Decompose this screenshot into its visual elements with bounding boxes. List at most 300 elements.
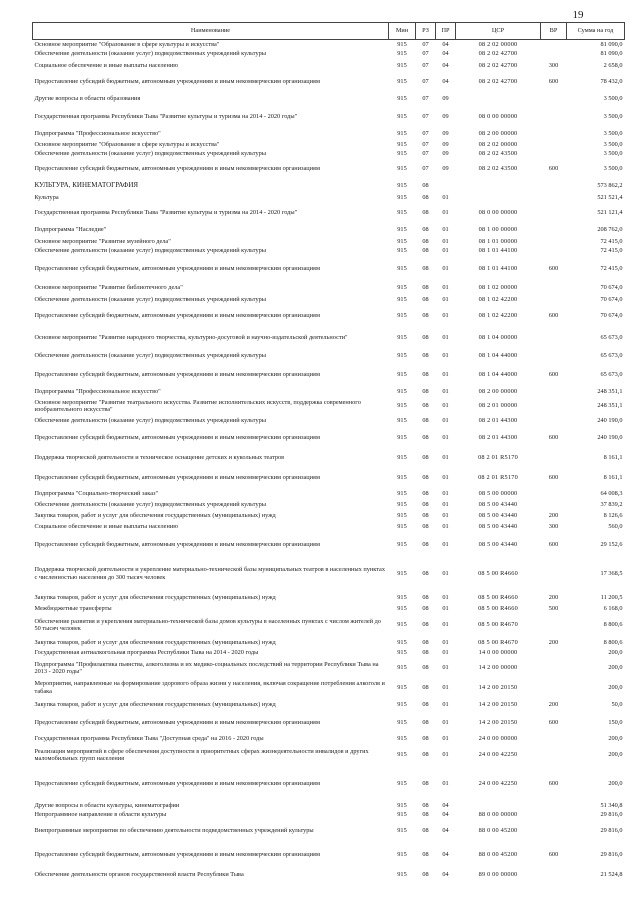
cell-name: Обеспечение деятельности (оказание услуг) подведомственных учреждений культуры (34, 150, 266, 158)
cell-pr: 09 (442, 141, 449, 149)
cell-rz: 08 (422, 700, 429, 708)
cell-sum: 573 862,2 (597, 181, 623, 189)
cell-csr: 08 2 00 00000 (478, 129, 518, 137)
table-row (33, 745, 625, 766)
cell-rz: 08 (422, 850, 429, 858)
cell-vr: 600 (548, 540, 559, 548)
cell-name: Обеспечение развития и укрепления материально-технической базы домов культуры в населенных пунктах с числом жителей до 50 тысяч человек (34, 617, 381, 632)
cell-pr: 09 (442, 150, 449, 158)
cell-name: Межбюджетные трансферты (34, 605, 112, 613)
table-row (33, 733, 625, 745)
cell-pr: 01 (442, 370, 449, 378)
cell-vr (541, 127, 567, 141)
cell-rz: 08 (422, 453, 429, 461)
budget-table (32, 22, 625, 882)
cell-rz: 08 (422, 402, 429, 410)
cell-name: Обеспечение деятельности (оказание услуг) подведомственных учреждений культуры (34, 351, 266, 359)
cell-name: Основное мероприятие "Развитие музейного дела" (34, 238, 171, 246)
cell-vr: 600 (548, 264, 559, 272)
cell-csr: 08 1 02 00000 (478, 284, 518, 292)
cell-csr: 14 0 00 00000 (478, 649, 518, 657)
cell-sum: 240 190,0 (597, 433, 623, 441)
cell-name: Реализация мероприятий в сфере обеспечения доступности в приоритетных сферах жизнедеятельности инвалидов и других маломобильных групп населения (34, 747, 369, 762)
cell-rz: 07 (422, 77, 429, 85)
cell-sum: 3 500,0 (603, 141, 623, 149)
cell-sum: 200,0 (608, 751, 623, 759)
cell-name: Основное мероприятие "Образование в сфере культуры и искусства" (34, 141, 220, 149)
cell-pr: 01 (442, 569, 449, 577)
cell-vr (541, 679, 567, 697)
cell-name: Предоставление субсидий бюджетным, автономным учреждениям и иным некоммерческим организациям (34, 164, 320, 172)
cell-min: 915 (397, 311, 407, 319)
cell-name: Основное мероприятие "Развитие народного творчества, культурно-досуговой и научно-издательской деятельности" (34, 333, 348, 341)
cell-min: 915 (397, 333, 407, 341)
table-row (33, 40, 625, 49)
cell-min: 915 (397, 433, 407, 441)
cell-pr: 09 (442, 164, 449, 172)
cell-sum: 81 090,0 (600, 40, 623, 48)
table-row (33, 159, 625, 179)
cell-pr: 04 (442, 811, 449, 819)
cell-csr: 08 5 00 43440 (478, 511, 518, 519)
cell-vr: 500 (548, 605, 559, 613)
cell-sum: 8 800,6 (603, 638, 623, 646)
cell-name: Другие вопросы в области культуры, кинематографии (34, 802, 180, 810)
cell-min: 915 (397, 826, 407, 834)
cell-vr (541, 802, 567, 811)
cell-rz: 08 (422, 621, 429, 629)
cell-pr: 01 (442, 295, 449, 303)
cell-csr (456, 802, 541, 811)
cell-pr: 01 (442, 638, 449, 646)
cell-min: 915 (397, 295, 407, 303)
cell-sum: 248 351,1 (597, 388, 623, 396)
cell-sum: 240 190,0 (597, 416, 623, 424)
cell-csr: 08 5 00 R4660 (478, 569, 518, 577)
cell-vr: 600 (548, 473, 559, 481)
cell-sum: 65 673,0 (600, 333, 623, 341)
cell-sum: 29 152,6 (600, 540, 623, 548)
cell-vr (541, 745, 567, 766)
cell-name: Мероприятия, направленные на формирование здорового образа жизни у населения, включая сокращение потребления алкоголя и табака (34, 680, 385, 695)
cell-vr (541, 282, 567, 295)
cell-min: 915 (397, 850, 407, 858)
cell-csr: 24 0 00 00000 (478, 734, 518, 742)
cell-rz: 08 (422, 370, 429, 378)
cell-csr: 08 2 02 42700 (478, 61, 518, 69)
cell-vr (541, 222, 567, 238)
cell-rz: 08 (422, 433, 429, 441)
cell-sum: 65 673,0 (600, 370, 623, 378)
cell-pr: 01 (442, 649, 449, 657)
cell-name: Культура (34, 194, 59, 202)
cell-min: 915 (397, 802, 407, 810)
cell-csr: 08 2 02 00000 (478, 141, 518, 149)
table-row (33, 60, 625, 72)
cell-vr: 600 (548, 779, 559, 787)
section-row (33, 179, 625, 193)
cell-csr: 08 2 01 00000 (478, 402, 518, 410)
table-row (33, 467, 625, 489)
table-row (33, 92, 625, 107)
table-row (33, 842, 625, 868)
cell-csr: 08 0 00 00000 (478, 112, 518, 120)
cell-rz: 08 (422, 388, 429, 396)
cell-pr: 01 (442, 621, 449, 629)
cell-rz: 08 (422, 311, 429, 319)
cell-csr: 08 1 00 00000 (478, 225, 518, 233)
cell-name: Предоставление субсидий бюджетным, автономным учреждениям и иным некоммерческим организациям (34, 473, 320, 481)
cell-pr: 01 (442, 511, 449, 519)
cell-sum: 2 658,0 (603, 61, 623, 69)
cell-pr: 01 (442, 416, 449, 424)
cell-name: Основное мероприятие "Развитие библиотечного дела" (34, 284, 183, 292)
cell-pr: 01 (442, 351, 449, 359)
cell-name: Государственная программа Республики Тыва "Развитие культуры и туризма на 2014 - 2020 годы" (34, 112, 298, 120)
cell-min: 915 (397, 77, 407, 85)
column-header-pr: ПР (436, 23, 456, 40)
cell-pr: 01 (442, 238, 449, 246)
cell-pr: 01 (442, 540, 449, 548)
cell-rz: 07 (422, 164, 429, 172)
cell-name: Предоставление субсидий бюджетным, автономным учреждениям и иным некоммерческим организациям (34, 311, 320, 319)
cell-min: 915 (397, 225, 407, 233)
cell-vr (541, 247, 567, 256)
cell-min: 915 (397, 638, 407, 646)
cell-pr: 01 (442, 473, 449, 481)
cell-min: 915 (397, 649, 407, 657)
table-row (33, 222, 625, 238)
cell-pr (436, 179, 456, 193)
cell-min: 915 (397, 150, 407, 158)
table-row (33, 204, 625, 222)
cell-csr: 08 1 04 44000 (478, 370, 518, 378)
cell-min: 915 (397, 284, 407, 292)
cell-sum: 17 368,5 (600, 569, 623, 577)
cell-name: Государственная программа Республики Тыва "Развитие культуры и туризма на 2014 - 2020 годы" (34, 208, 298, 216)
page-number: 19 (572, 9, 584, 21)
cell-name: Основное мероприятие "Развитие театрального искусства. Развитие исполнительских искусств, поддержка современного изобразительного искусства" (34, 398, 361, 413)
cell-rz: 08 (422, 569, 429, 577)
cell-pr: 01 (442, 194, 449, 202)
cell-min: 915 (397, 164, 407, 172)
cell-name: Обеспечение деятельности (оказание услуг) подведомственных учреждений культуры (34, 247, 266, 255)
cell-pr: 01 (442, 718, 449, 726)
cell-min: 915 (397, 490, 407, 498)
cell-csr: 08 1 01 44100 (478, 264, 518, 272)
cell-pr: 01 (442, 453, 449, 461)
table-row (33, 256, 625, 282)
cell-pr: 04 (442, 61, 449, 69)
cell-name: Предоставление субсидий бюджетным, автономным учреждениям и иным некоммерческим организациям (34, 540, 320, 548)
cell-rz: 08 (422, 649, 429, 657)
cell-csr: 88 0 00 45200 (478, 826, 518, 834)
cell-rz: 08 (422, 811, 429, 819)
column-header-vr: ВР (541, 23, 567, 40)
cell-name: Закупка товаров, работ и услуг для обеспечения государственных (муниципальных) нужд (34, 700, 276, 708)
table-row (33, 533, 625, 557)
cell-csr: 08 5 00 43440 (478, 523, 518, 531)
cell-min: 915 (397, 402, 407, 410)
cell-sum: 50,0 (611, 700, 623, 708)
cell-min: 915 (397, 751, 407, 759)
cell-rz: 08 (422, 540, 429, 548)
cell-rz: 08 (422, 351, 429, 359)
cell-sum: 72 415,0 (600, 238, 623, 246)
table-row (33, 150, 625, 159)
cell-rz: 08 (422, 264, 429, 272)
table-row (33, 193, 625, 204)
cell-pr: 04 (442, 40, 449, 48)
table-body (33, 40, 625, 882)
cell-name: Предоставление субсидий бюджетным, автономным учреждениям и иным некоммерческим организациям (34, 850, 320, 858)
cell-min: 915 (397, 621, 407, 629)
cell-csr: 08 2 01 44300 (478, 416, 518, 424)
cell-sum: 200,0 (608, 649, 623, 657)
cell-min: 915 (397, 683, 407, 691)
cell-name: Предоставление субсидий бюджетным, автономным учреждениям и иным некоммерческим организациям (34, 77, 320, 85)
cell-sum: 208 762,0 (597, 225, 623, 233)
table-row (33, 305, 625, 327)
cell-name: Обеспечение деятельности (оказание услуг) подведомственных учреждений культуры (34, 416, 266, 424)
cell-csr (456, 92, 541, 107)
table-row (33, 614, 625, 637)
cell-sum: 200,0 (608, 664, 623, 672)
cell-min: 915 (397, 351, 407, 359)
cell-csr (456, 193, 541, 204)
cell-csr: 88 0 00 00000 (478, 811, 518, 819)
cell-rz: 08 (422, 284, 429, 292)
cell-name: Предоставление субсидий бюджетным, автономным учреждениям и иным некоммерческим организациям (34, 370, 320, 378)
cell-vr (541, 327, 567, 349)
table-row (33, 327, 625, 349)
cell-csr: 08 1 01 00000 (478, 238, 518, 246)
cell-vr (541, 295, 567, 305)
cell-csr: 08 5 00 43440 (478, 500, 518, 508)
cell-pr: 01 (442, 208, 449, 216)
table-row (33, 802, 625, 811)
cell-pr: 04 (442, 77, 449, 85)
cell-csr: 08 1 04 00000 (478, 333, 518, 341)
table-row (33, 820, 625, 842)
cell-sum: 150,0 (608, 718, 623, 726)
cell-csr: 08 2 01 R5170 (478, 473, 518, 481)
cell-vr (541, 658, 567, 679)
cell-pr: 01 (442, 284, 449, 292)
cell-vr (541, 449, 567, 467)
cell-vr (541, 733, 567, 745)
cell-vr: 200 (548, 593, 559, 601)
cell-min: 915 (397, 264, 407, 272)
cell-rz: 08 (422, 605, 429, 613)
cell-min: 915 (397, 779, 407, 787)
cell-min: 915 (397, 453, 407, 461)
cell-vr: 300 (548, 61, 559, 69)
cell-vr (541, 238, 567, 247)
cell-rz: 07 (422, 112, 429, 120)
cell-pr: 09 (442, 112, 449, 120)
cell-vr: 600 (548, 311, 559, 319)
cell-sum: 3 500,0 (603, 129, 623, 137)
cell-rz: 08 (422, 500, 429, 508)
cell-csr: 24 0 00 42250 (478, 779, 518, 787)
cell-rz: 08 (422, 238, 429, 246)
cell-min: 915 (397, 194, 407, 202)
cell-pr: 01 (442, 264, 449, 272)
cell-rz: 08 (422, 416, 429, 424)
column-header-min: Мин (389, 23, 416, 40)
cell-name: Государственная программа Республики Тыва "Доступная среда" на 2016 - 2020 годы (34, 734, 264, 742)
cell-pr: 01 (442, 500, 449, 508)
cell-rz: 08 (422, 802, 429, 810)
cell-pr: 01 (442, 605, 449, 613)
cell-vr (541, 349, 567, 363)
cell-name: Обеспечение деятельности (оказание услуг) подведомственных учреждений культуры (34, 295, 266, 303)
cell-pr: 01 (442, 247, 449, 255)
cell-min: 915 (397, 112, 407, 120)
cell-csr: 14 2 00 20150 (478, 683, 518, 691)
cell-sum: 21 524,8 (600, 870, 623, 878)
table-row (33, 127, 625, 141)
cell-pr: 01 (442, 593, 449, 601)
cell-sum: 8 161,1 (603, 473, 623, 481)
cell-pr: 09 (442, 129, 449, 137)
table-row (33, 72, 625, 92)
cell-vr (541, 557, 567, 591)
cell-name: КУЛЬТУРА, КИНЕМАТОГРАФИЯ (34, 180, 139, 189)
cell-csr: 08 2 00 00000 (478, 388, 518, 396)
cell-vr: 200 (548, 700, 559, 708)
cell-sum: 521 521,4 (597, 194, 623, 202)
cell-name: Государственная антиалкогольная программа Республики Тыва на 2014 - 2020 годы (34, 649, 259, 657)
cell-name: Внепрограммные мероприятия по обеспечению деятельности подведомственных учреждений культуры (34, 826, 314, 834)
cell-rz: 08 (422, 523, 429, 531)
table-row (33, 247, 625, 256)
cell-name: Предоставление субсидий бюджетным, автономным учреждениям и иным некоммерческим организациям (34, 433, 320, 441)
cell-name: Другие вопросы в области образования (34, 95, 141, 103)
cell-pr: 01 (442, 402, 449, 410)
table-row (33, 500, 625, 510)
cell-csr: 08 1 02 42200 (478, 295, 518, 303)
table-row (33, 49, 625, 60)
cell-sum: 65 673,0 (600, 351, 623, 359)
cell-sum: 81 090,0 (600, 50, 623, 58)
table-row (33, 282, 625, 295)
cell-vr: 600 (548, 77, 559, 85)
table-row (33, 427, 625, 449)
table-row (33, 591, 625, 605)
cell-csr (456, 179, 541, 193)
cell-rz: 08 (422, 511, 429, 519)
cell-min: 915 (397, 370, 407, 378)
table-row (33, 868, 625, 882)
cell-pr: 01 (442, 225, 449, 233)
cell-sum: 3 500,0 (603, 164, 623, 172)
cell-sum: 29 816,0 (600, 811, 623, 819)
cell-pr: 01 (442, 734, 449, 742)
cell-name: Подпрограмма "Профессиональное искусство" (34, 388, 161, 396)
cell-pr: 01 (442, 490, 449, 498)
cell-sum: 29 816,0 (600, 850, 623, 858)
cell-min: 915 (397, 605, 407, 613)
cell-sum: 560,0 (608, 523, 623, 531)
table-header-row (33, 23, 625, 40)
table-row (33, 141, 625, 150)
cell-pr: 01 (442, 779, 449, 787)
cell-vr (541, 398, 567, 415)
cell-csr: 14 2 00 20150 (478, 718, 518, 726)
cell-rz: 08 (422, 683, 429, 691)
table-row (33, 415, 625, 427)
cell-name: Непрограммное направление в области культуры (34, 811, 167, 819)
cell-vr (541, 649, 567, 658)
table-row (33, 295, 625, 305)
cell-vr (541, 868, 567, 882)
cell-pr: 01 (442, 751, 449, 759)
cell-vr (541, 141, 567, 150)
cell-csr: 08 5 00 R4670 (478, 638, 518, 646)
cell-min: 915 (397, 95, 407, 103)
cell-name: Обеспечение деятельности (оказание услуг) подведомственных учреждений культуры (34, 500, 266, 508)
cell-name: Закупка товаров, работ и услуг для обеспечения государственных (муниципальных) нужд (34, 511, 276, 519)
cell-sum: 8 126,6 (603, 511, 623, 519)
table-row (33, 449, 625, 467)
cell-csr: 08 2 02 42700 (478, 77, 518, 85)
table-row (33, 605, 625, 614)
cell-rz: 07 (422, 129, 429, 137)
table-row (33, 510, 625, 522)
cell-name: Закупка товаров, работ и услуг для обеспечения государственных (муниципальных) нужд (34, 593, 276, 601)
cell-sum: 3 500,0 (603, 150, 623, 158)
cell-csr: 24 0 00 42250 (478, 751, 518, 759)
cell-pr: 01 (442, 700, 449, 708)
cell-min: 915 (397, 61, 407, 69)
cell-rz: 07 (422, 40, 429, 48)
cell-vr: 600 (548, 850, 559, 858)
table-row (33, 489, 625, 500)
cell-pr: 04 (442, 50, 449, 58)
cell-vr (541, 500, 567, 510)
table-row (33, 637, 625, 649)
cell-rz: 08 (422, 473, 429, 481)
cell-min: 915 (397, 734, 407, 742)
cell-vr (541, 614, 567, 637)
cell-min: 915 (397, 540, 407, 548)
table-row (33, 522, 625, 533)
cell-vr (541, 811, 567, 820)
cell-sum: 3 500,0 (603, 112, 623, 120)
column-header-rz: РЗ (416, 23, 436, 40)
cell-vr: 600 (548, 433, 559, 441)
cell-min: 915 (397, 388, 407, 396)
cell-vr: 300 (548, 523, 559, 531)
cell-pr: 01 (442, 333, 449, 341)
table-row (33, 238, 625, 247)
cell-rz: 08 (422, 870, 429, 878)
cell-name: Поддержка творческой деятельности и укрепление материально-технической базы муниципальных театров в населенных пунктах с численностью населения до 300 тысяч человек (34, 566, 385, 581)
cell-vr: 200 (548, 511, 559, 519)
cell-vr (541, 179, 567, 193)
cell-min: 915 (397, 700, 407, 708)
cell-csr: 08 1 04 44000 (478, 351, 518, 359)
cell-csr: 08 2 01 44300 (478, 433, 518, 441)
table-row (33, 398, 625, 415)
cell-vr: 600 (548, 370, 559, 378)
table-row (33, 649, 625, 658)
cell-rz: 08 (422, 718, 429, 726)
cell-csr: 08 2 01 R5170 (478, 453, 518, 461)
cell-min: 915 (397, 811, 407, 819)
